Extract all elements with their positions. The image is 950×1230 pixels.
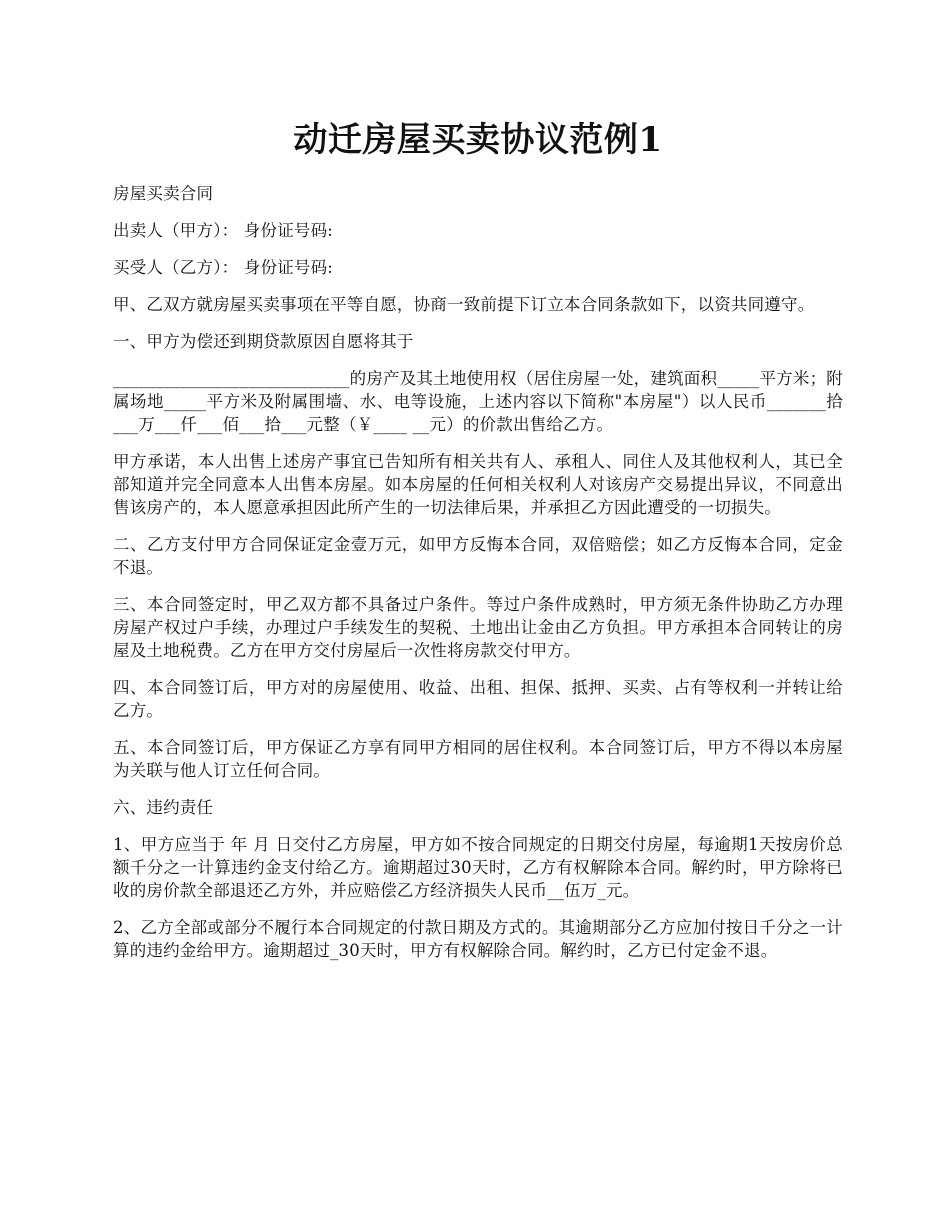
paragraph-liability-1: 1、甲方应当于 年 月 日交付乙方房屋，甲方如不按合同规定的日期交付房屋，每逾期1天按房价总额千分之一计算违约金支付给乙方。逾期超过30天时，乙方有权解除本合同。解约时，甲方除将已收的房价款全部退还乙方外，并应赔偿乙方经济损失人民币__伍万_元。 [113,835,843,900]
document-title: 动迁房屋买卖协议范例1 [293,120,663,160]
paragraph-seller-commitment: 甲方承诺，本人出售上述房产事宜已告知所有相关共有人、承租人、同住人及其他权利人，其已全部知道并完全同意本人出售本房屋。如本房屋的任何相关权利人对该房产交易提出异议，不同意出售该房产的，本人愿意承担因此所产生的一切法律后果，并承担乙方因此遭受的一切损失。 [113,452,843,517]
paragraph-liability-2: 2、乙方全部或部分不履行本合同规定的付款日期及方式的。其逾期部分乙方应加付按日千分之一计算的违约金给甲方。逾期超过_30天时，甲方有权解除合同。解约时，乙方已付定金不退。 [113,918,843,960]
paragraph-clause-4: 四、本合同签订后，甲方对的房屋使用、收益、出租、担保、抵押、买卖、占有等权利一并转让给乙方。 [113,678,843,720]
paragraph-clause-6-heading: 六、违约责任 [113,798,214,817]
paragraph-clause-3: 三、本合同签定时，甲乙双方都不具备过户条件。等过户条件成熟时，甲方须无条件协助乙方办理房屋产权过户手续，办理过户手续发生的契税、土地出让金由乙方负担。甲方承担本合同转让的房屋及土地税费。乙方在甲方交付房屋后一次性将房款交付甲方。 [113,595,843,660]
paragraph-preamble: 甲、乙双方就房屋买卖事项在平等自愿，协商一致前提下订立本合同条款如下，以资共同遵守。 [113,295,815,314]
paragraph-contract-heading: 房屋买卖合同 [113,184,214,203]
paragraph-buyer: 买受人（乙方）： 身份证号码: [113,258,334,277]
paragraph-clause-2: 二、乙方支付甲方合同保证定金壹万元，如甲方反悔本合同，双倍赔偿；如乙方反悔本合同，定金不退。 [113,535,843,577]
paragraph-seller: 出卖人（甲方）： 身份证号码: [113,221,334,240]
paragraph-clause-1: 一、甲方为偿还到期贷款原因自愿将其于 [113,332,414,351]
paragraph-clause-1-details: ____________________________的房产及其土地使用权（居住房屋一处，建筑面积_____平方米；附属场地_____平方米及附属围墙、水、电等设施，上述内容以下简称"本房屋"）以人民币_______拾___万___仟___佰___拾___元整（￥____ __元）的价款出售给乙方。 [113,369,843,434]
paragraph-clause-5: 五、本合同签订后，甲方保证乙方享有同甲方相同的居住权利。本合同签订后，甲方不得以本房屋为关联与他人订立任何合同。 [113,738,843,780]
document-body [113,182,843,976]
